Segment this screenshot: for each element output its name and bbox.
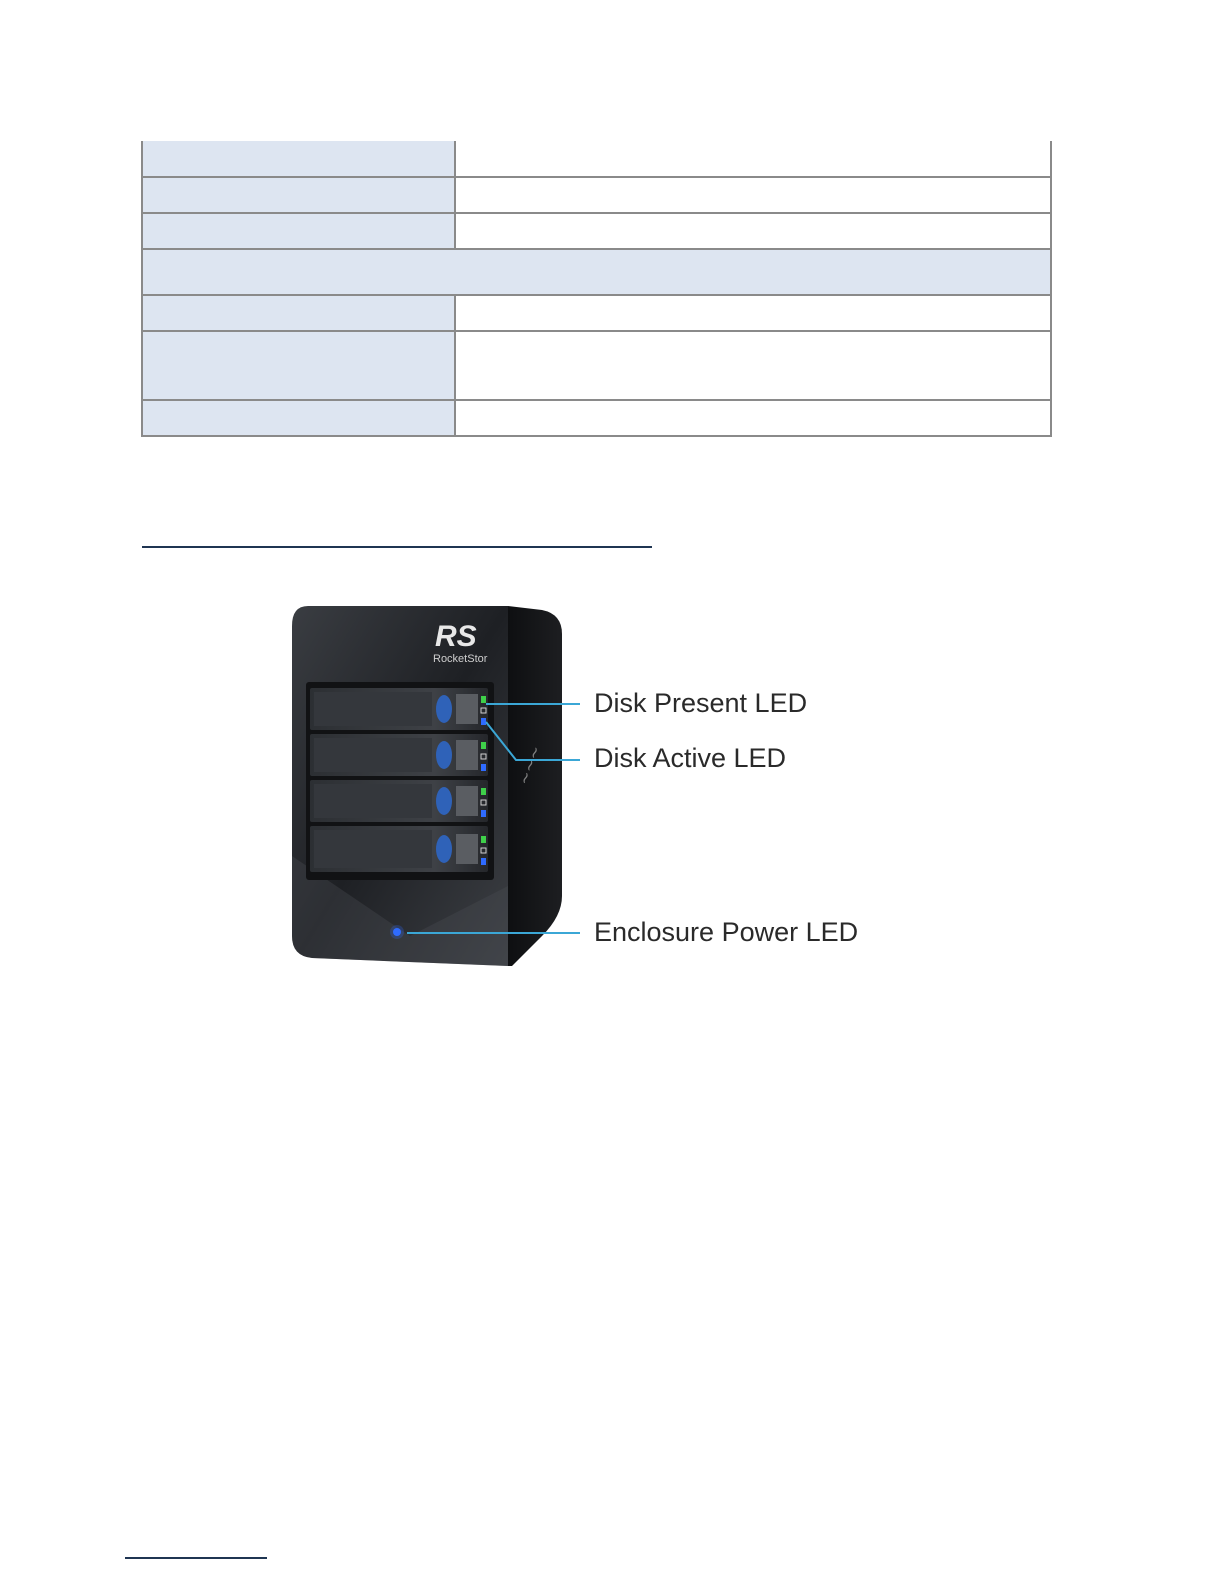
spec-value [455, 213, 1051, 249]
spec-table [141, 141, 1052, 437]
table-row [142, 331, 1051, 400]
spec-value [455, 177, 1051, 213]
tray-release-button [436, 787, 452, 815]
tray-release-button [436, 695, 452, 723]
table-section-row [142, 249, 1051, 295]
disk-present-led [481, 788, 486, 795]
brand-logo-mark: RS [435, 620, 477, 653]
tray-release-button [436, 741, 452, 769]
spec-value [455, 331, 1051, 400]
svg-text:~~~: ~~~ [513, 743, 546, 788]
disk-active-led [481, 858, 486, 865]
table-row [142, 295, 1051, 331]
spec-value [455, 295, 1051, 331]
brand-logo-name: RocketStor [433, 653, 488, 665]
disk-present-label: Disk Present LED [594, 688, 808, 718]
table-row [142, 177, 1051, 213]
drive-tray [310, 826, 488, 872]
disk-active-led [481, 718, 486, 725]
spec-key [142, 400, 455, 436]
table-row [142, 141, 1051, 177]
section-heading-rule [142, 546, 652, 548]
spec-key [142, 331, 455, 400]
disk-active-led [481, 764, 486, 771]
drive-tray [310, 780, 488, 822]
disk-present-led [481, 836, 486, 843]
enclosure-power-label: Enclosure Power LED [594, 917, 859, 947]
drive-tray [310, 688, 488, 730]
disk-active-led [481, 810, 486, 817]
section-label [142, 249, 1051, 295]
table-row [142, 400, 1051, 436]
drive-tray [310, 734, 488, 776]
spec-value [455, 141, 1051, 177]
table-row [142, 213, 1051, 249]
spec-key [142, 141, 455, 177]
disk-present-led [481, 742, 486, 749]
spec-key [142, 295, 455, 331]
enclosure-figure [280, 596, 960, 986]
enclosure-side-panel [508, 606, 562, 966]
tray-release-button [436, 835, 452, 863]
spec-key [142, 213, 455, 249]
disk-active-label: Disk Active LED [594, 743, 787, 773]
footnote-rule [125, 1557, 267, 1559]
spec-value [455, 400, 1051, 436]
disk-present-led [481, 696, 486, 703]
spec-key [142, 177, 455, 213]
